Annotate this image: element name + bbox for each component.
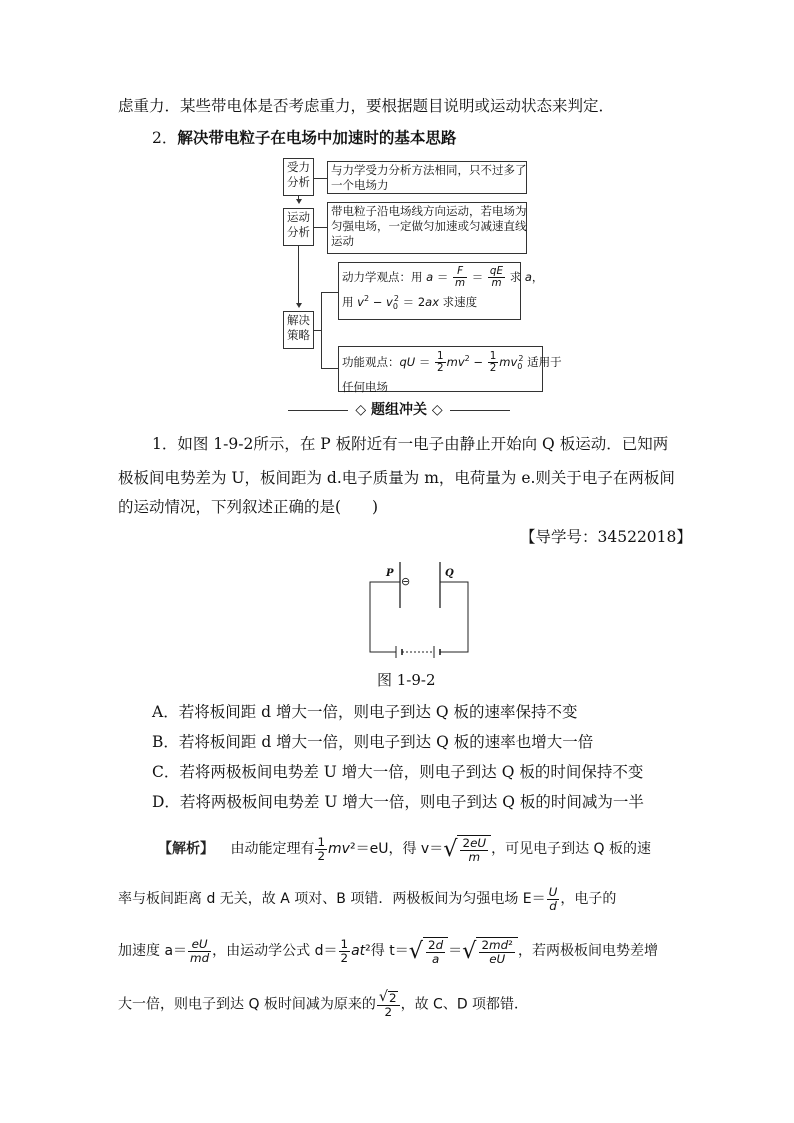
- electron-icon: ⊖: [401, 575, 411, 588]
- energy-view-box: [338, 346, 562, 395]
- connector-line: [321, 292, 338, 293]
- connector-line: [298, 196, 299, 202]
- intro-line: 虑重力．某些带电体是否考虑重力，要根据题目说明或运动状态来判定．: [118, 97, 615, 115]
- force-label-line2: 分析: [287, 175, 310, 189]
- solution-strategy-label: [283, 311, 314, 349]
- motion-label-line1: 运动: [287, 210, 310, 224]
- motion-text-line2: 匀强电场，一定做匀加速或匀减速直线: [331, 219, 527, 233]
- motion-analysis-label: [283, 208, 314, 246]
- force-analysis-text: [327, 161, 527, 194]
- analysis-text: ＝: [448, 943, 463, 959]
- energy-suffix: 适用于: [527, 354, 562, 369]
- arrow-down-icon: [296, 199, 302, 204]
- analysis-text: 加速度 a＝: [118, 943, 188, 959]
- analysis-text: ，若两极板间电势差增: [517, 943, 658, 959]
- force-text-line1: 与力学受力分析方法相同，只不过多了: [331, 163, 527, 177]
- connector-line: [298, 246, 299, 304]
- wire-left: [370, 582, 400, 652]
- energy-line2: 任何电场: [342, 380, 388, 395]
- analysis-text: 由动能定理有: [230, 841, 315, 857]
- analysis-text: ，故 C、D 项都错．: [400, 996, 529, 1013]
- analysis-text: ，电子的: [560, 891, 617, 907]
- group-heading: [288, 402, 510, 418]
- analysis-text: 大一倍，则电子到达 Q 板时间减为原来的: [118, 996, 376, 1013]
- divider: [288, 410, 348, 411]
- dynamics-line2: 用 $v^2 - v_0^2 = 2ax$ 求速度: [342, 293, 478, 311]
- motion-text-line1: 带电粒子沿电场线方向运动，若电场为: [331, 204, 527, 218]
- analysis-text: ，由运动学公式 d＝: [212, 943, 338, 959]
- circuit-figure: [360, 558, 480, 658]
- option-d: D．若将两极板间电势差 U 增大一倍，则电子到达 Q 板的时间减为一半: [152, 793, 644, 811]
- connector-line: [321, 292, 322, 368]
- analysis-line-4: 大一倍，则电子到达 Q 板时间减为原来的 $\frac{√2}{2}$ ，故 C、D 项都错．: [118, 989, 529, 1019]
- question-line-2: 极板间电势差为 U，板间距为 d.电子质量为 m，电荷量为 e.则关于电子在两板间: [118, 469, 675, 487]
- analysis-line-3: 加速度 a＝ $\frac{eU}{md}$ ，由运动学公式 d＝ $\frac{1}{2}$ at²得 t＝√ $\frac{2d}{a}$ ＝√ $\frac{\text{2md²}}{eU}$ ，若两极板间电势差增: [118, 937, 658, 966]
- connector-line: [314, 227, 327, 228]
- connector-line: [314, 330, 321, 331]
- analysis-text: ＝eU，得 v＝: [355, 841, 444, 857]
- energy-prefix: 功能观点：: [342, 354, 400, 369]
- force-analysis-label: [283, 158, 314, 196]
- question-line-1: 1．如图 1-9-2所示，在 P 板附近有一电子由静止开始向 Q 板运动．已知两: [152, 435, 669, 453]
- solution-label-line1: 解决: [287, 313, 310, 327]
- section-title: 解决带电粒子在电场中加速时的基本思路: [177, 128, 457, 147]
- analysis-line-2: 率与板间距离 d 无关，故 A 项对、B 项错．两极板间为匀强电场 E＝ $\frac{U}{d}$ ，电子的: [118, 885, 617, 913]
- wire-right: [440, 582, 468, 652]
- dynamics-line2-prefix: 用: [342, 294, 354, 309]
- analysis-text: 率与板间距离 d 无关，故 A 项对、B 项错．两极板间为匀强电场 E＝: [118, 891, 546, 907]
- arrow-down-icon: [296, 303, 302, 308]
- section-heading: [152, 128, 456, 148]
- force-text-line2: 一个电场力: [331, 178, 389, 192]
- option-a: A．若将板间距 d 增大一倍，则电子到达 Q 板的速率保持不变: [152, 703, 578, 721]
- guide-number: 【导学号：34522018】: [520, 528, 692, 546]
- connector-line: [314, 178, 327, 179]
- question-line-3: 的运动情况，下列叙述正确的是( ): [118, 498, 379, 516]
- label-q: Q: [445, 568, 454, 579]
- analysis-text: ，可见电子到达 Q 板的速: [491, 841, 652, 857]
- energy-line1: 功能观点：qU ＝ $\frac{1}{2}$ $mv^2$ − $\frac{1}{2}$ $mv_0^2$ 适用于: [342, 349, 562, 374]
- analysis-text: 得 t＝: [370, 943, 409, 959]
- section-number: 2．: [152, 129, 178, 147]
- option-b: B．若将板间距 d 增大一倍，则电子到达 Q 板的速率也增大一倍: [152, 733, 594, 751]
- analysis-line-1: 【解析】 由动能定理有 $\frac{1}{2}$ mv²＝eU，得 v＝√ $\frac{2eU}{m}$ ，可见电子到达 Q 板的速: [158, 835, 652, 864]
- option-c: C．若将两极板间电势差 U 增大一倍，则电子到达 Q 板的时间保持不变: [152, 763, 644, 781]
- connector-line: [321, 368, 338, 369]
- dynamics-suffix: 求: [509, 269, 522, 284]
- label-p: P: [386, 568, 394, 579]
- figure-caption: 图 1-9-2: [377, 671, 436, 689]
- motion-label-line2: 分析: [287, 225, 310, 239]
- motion-analysis-text: [327, 202, 527, 254]
- group-heading-text: ◇ 题组冲关 ◇: [355, 402, 443, 418]
- dynamics-view-box: [338, 262, 544, 320]
- motion-text-line3: 运动: [331, 234, 354, 248]
- dynamics-line1: 动力学观点：用 a ＝ $\frac{F}{m}$ ＝ $\frac{qE}{m}$ 求 a，: [342, 265, 544, 289]
- solution-label-line2: 策略: [287, 328, 310, 342]
- analysis-tag: 【解析】: [158, 841, 214, 857]
- divider: [450, 410, 510, 411]
- dynamics-line2-suffix: 求速度: [442, 294, 478, 309]
- dynamics-prefix: 动力学观点：用: [342, 269, 423, 284]
- force-label-line1: 受力: [287, 160, 310, 174]
